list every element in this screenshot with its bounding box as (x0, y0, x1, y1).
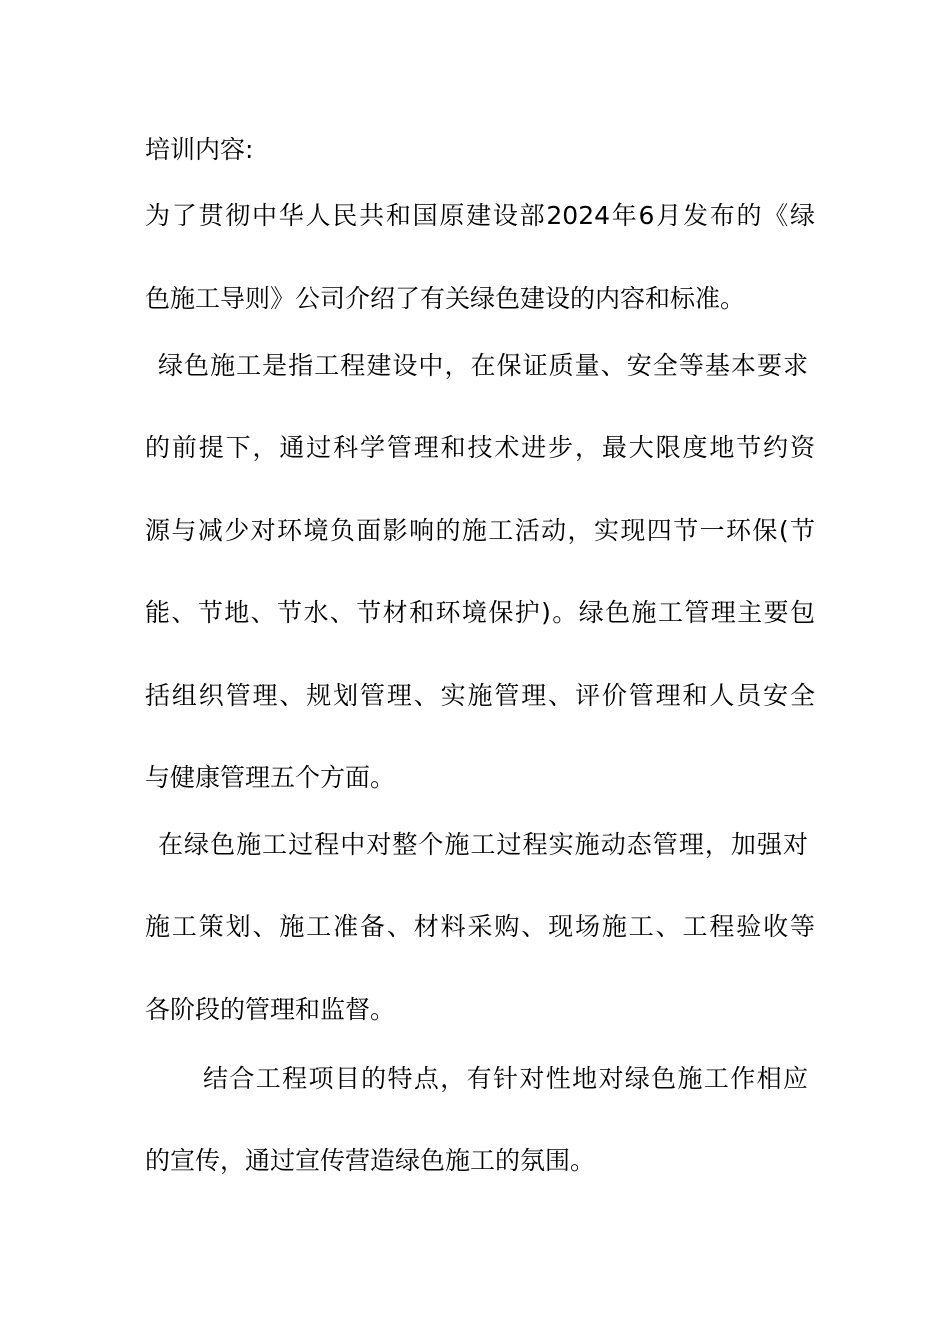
paragraph-2-line-5: 括组织管理、规划管理、实施管理、评价管理和人员安全 (145, 681, 815, 710)
paragraph-3-line-1: 在绿色施工过程中对整个施工过程实施动态管理，加强对 (158, 830, 808, 859)
paragraph-2-line-4: 能、节地、节水、节材和环境保护)。绿色施工管理主要包 (145, 598, 815, 627)
paragraph-1-line-2: 色施工导则》公司介绍了有关绿色建设的内容和标准。 (145, 284, 746, 313)
paragraph-4-line-2: 的宣传，通过宣传营造绿色施工的氛围。 (145, 1146, 596, 1175)
paragraph-3-line-2: 施工策划、施工准备、材料采购、现场施工、工程验收等 (145, 912, 815, 941)
paragraph-2-line-3: 源与减少对环境负面影响的施工活动，实现四节一环保(节 (145, 516, 815, 545)
paragraph-1-line-1: 为了贯彻中华人民共和国原建设部2024年6月发布的《绿 (145, 201, 815, 230)
paragraph-2-line-1: 绿色施工是指工程建设中，在保证质量、安全等基本要求 (158, 351, 808, 380)
paragraph-3-line-3: 各阶段的管理和监督。 (145, 995, 396, 1024)
paragraph-4-line-1: 结合工程项目的特点，有针对性地对绿色施工作相应 (203, 1064, 808, 1093)
paragraph-2-line-6: 与健康管理五个方面。 (145, 763, 396, 792)
paragraph-2-line-2: 的前提下，通过科学管理和技术进步，最大限度地节约资 (145, 433, 815, 462)
section-heading: 培训内容: (145, 135, 254, 164)
